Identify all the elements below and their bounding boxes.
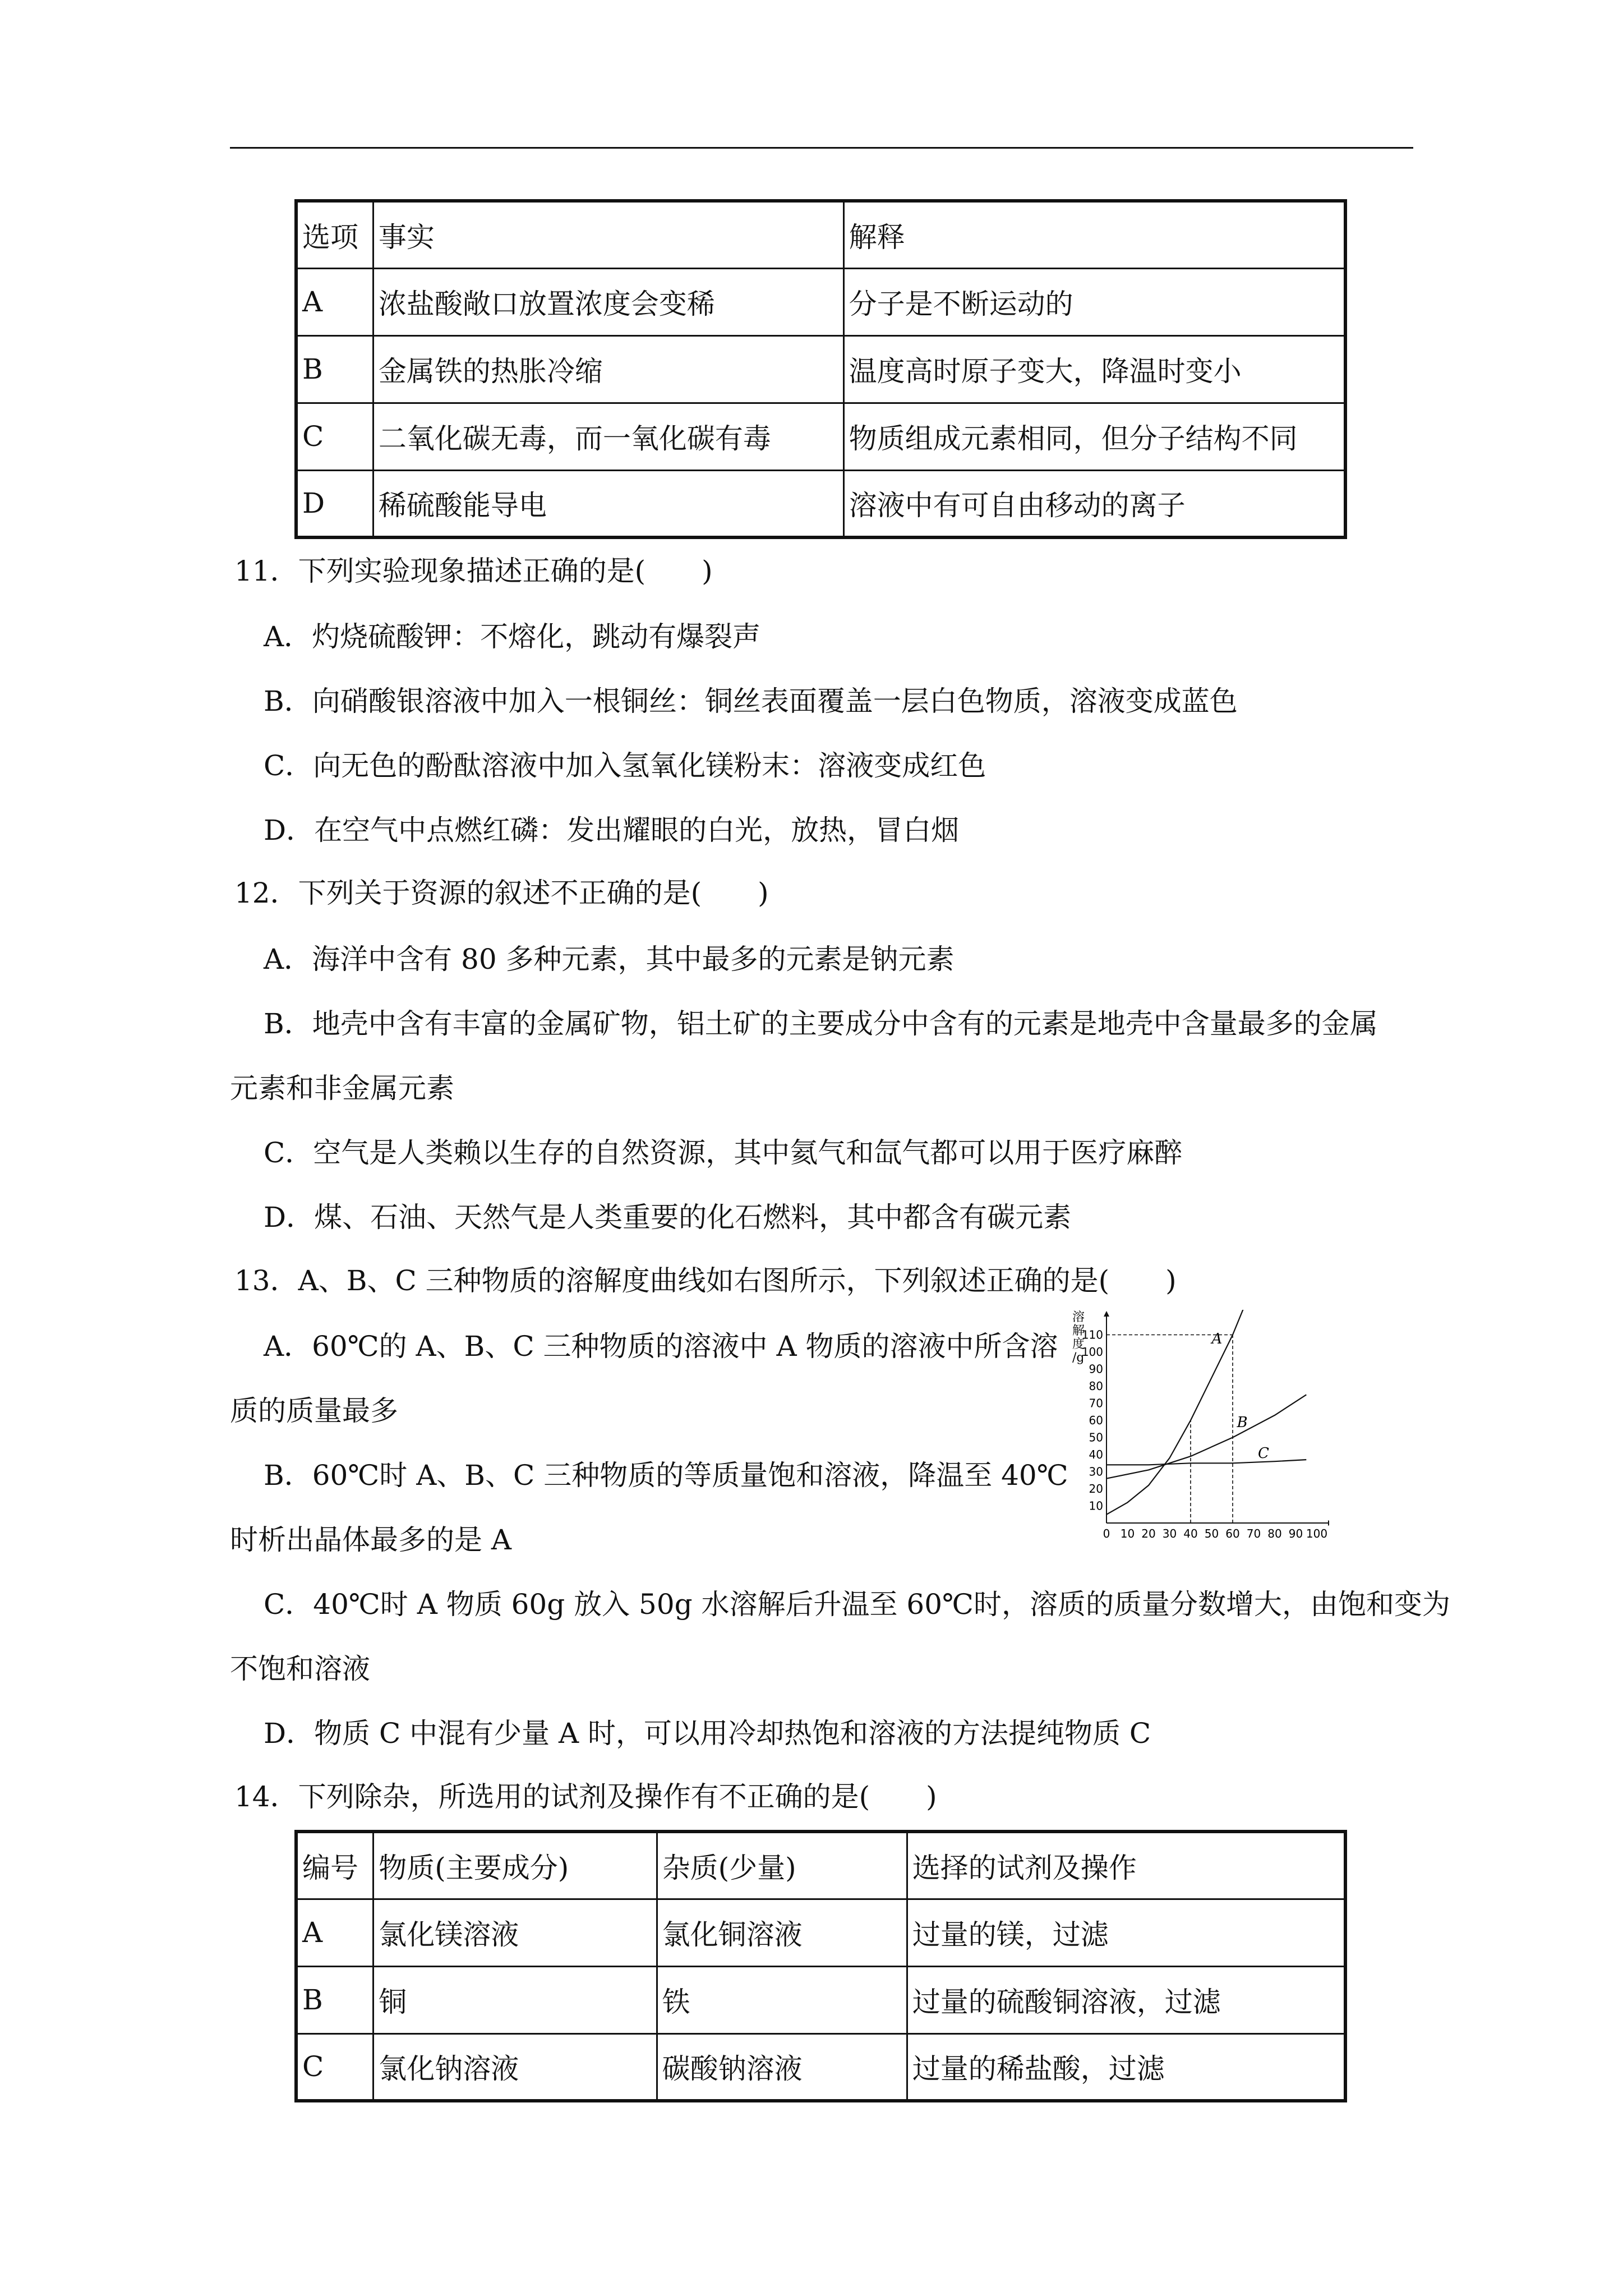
table-cell: C: [296, 403, 373, 470]
table-cell: 氯化钠溶液: [374, 2033, 657, 2101]
table-cell: 过量的稀盐酸，过滤: [907, 2033, 1345, 2101]
table-cell: B: [296, 1966, 374, 2033]
y-axis-label: /g: [1072, 1351, 1085, 1365]
table-cell: 过量的镁，过滤: [907, 1899, 1345, 1966]
y-axis-arrow: [1104, 1311, 1109, 1317]
question-14-stem: 14．下列除杂，所选用的试剂及操作有不正确的是( ): [234, 1780, 937, 1813]
question-11-option-c: C．向无色的酚酞溶液中加入氢氧化镁粉末：溶液变成红色: [264, 749, 986, 782]
question-13-option-d: D．物质 C 中混有少量 A 时，可以用冷却热饱和溶液的方法提纯物质 C: [264, 1717, 1151, 1750]
table-cell: B: [296, 335, 373, 403]
table-header-cell: 选择的试剂及操作: [907, 1832, 1345, 1899]
series-line-b: [1106, 1395, 1306, 1478]
x-tick-label: 100: [1306, 1527, 1328, 1540]
facts-table: [294, 199, 1347, 539]
y-axis-label: 溶: [1072, 1310, 1085, 1324]
table-row: [296, 1899, 1345, 1966]
series-label: B: [1237, 1414, 1248, 1432]
table-cell: 分子是不断运动的: [843, 268, 1345, 335]
header-rule: [230, 147, 1413, 149]
table-cell: 二氧化碳无毒，而一氧化碳有毒: [373, 403, 843, 470]
x-axis-arrow: [1328, 1520, 1329, 1526]
y-tick-label: 40: [1089, 1448, 1103, 1461]
y-tick-label: 60: [1089, 1414, 1103, 1427]
impurity-table: [294, 1830, 1347, 2102]
question-13-option-c: C．40℃时 A 物质 60g 放入 50g 水溶解后升温至 60℃时，溶质的质量分数增大，由饱和变为: [264, 1588, 1450, 1621]
table-cell: 温度高时原子变大，降温时变小: [843, 335, 1345, 403]
table-cell: 铁: [657, 1966, 907, 2033]
table-row: [296, 470, 1345, 537]
y-axis-label: 度: [1072, 1337, 1085, 1351]
table-header-cell: 杂质(少量): [657, 1832, 907, 1899]
series-label: A: [1211, 1330, 1223, 1347]
y-axis-label: 解: [1072, 1324, 1085, 1338]
question-11-option-b: B．向硝酸银溶液中加入一根铜丝：铜丝表面覆盖一层白色物质，溶液变成蓝色: [264, 685, 1238, 717]
table-row: [296, 403, 1345, 470]
series-line-a: [1106, 1310, 1243, 1515]
table-cell: C: [296, 2033, 374, 2101]
question-11-option-a: A．灼烧硫酸钾：不熔化，跳动有爆裂声: [264, 620, 761, 653]
question-13-option-a: A．60℃的 A、B、C 三种物质的溶液中 A 物质的溶液中所含溶: [264, 1330, 1058, 1363]
question-12-option-b: B．地壳中含有丰富的金属矿物，铝土矿的主要成分中含有的元素是地壳中含量最多的金属: [264, 1007, 1378, 1040]
table-cell: 氯化镁溶液: [374, 1899, 657, 1966]
x-tick-label: 0: [1103, 1527, 1110, 1540]
table-header-cell: 物质(主要成分): [374, 1832, 657, 1899]
question-12-option-d: D．煤、石油、天然气是人类重要的化石燃料，其中都含有碳元素: [264, 1201, 1072, 1234]
table-cell: 溶液中有可自由移动的离子: [843, 470, 1345, 537]
x-tick-label: 40: [1183, 1527, 1198, 1540]
question-13-stem: 13．A、B、C 三种物质的溶解度曲线如右图所示，下列叙述正确的是( ): [234, 1264, 1177, 1297]
x-tick-label: 20: [1141, 1527, 1156, 1540]
x-tick-label: 30: [1162, 1527, 1177, 1540]
y-tick-label: 80: [1089, 1379, 1103, 1393]
question-12-option-a: A．海洋中含有 80 多种元素，其中最多的元素是钠元素: [264, 943, 955, 976]
table-header-row: [296, 201, 1345, 268]
question-13-option-b-cont: 时析出晶体最多的是 A: [230, 1524, 512, 1556]
x-tick-label: 50: [1204, 1527, 1219, 1540]
question-13-option-c-cont: 不饱和溶液: [230, 1653, 370, 1685]
table-cell: 铜: [374, 1966, 657, 2033]
series-line-c: [1106, 1460, 1306, 1465]
y-tick-label: 110: [1081, 1328, 1103, 1342]
y-tick-label: 10: [1089, 1499, 1103, 1513]
table-header-cell: 解释: [843, 201, 1345, 268]
table-header-cell: 选项: [296, 201, 373, 268]
table-cell: 稀硫酸能导电: [373, 470, 843, 537]
table-cell: D: [296, 470, 373, 537]
table-cell: 过量的硫酸铜溶液，过滤: [907, 1966, 1345, 2033]
x-tick-label: 80: [1267, 1527, 1282, 1540]
table-header-row: [296, 1832, 1345, 1899]
table-header-cell: 事实: [373, 201, 843, 268]
y-tick-label: 30: [1089, 1465, 1103, 1479]
y-tick-label: 100: [1081, 1345, 1103, 1359]
question-13-option-b: B．60℃时 A、B、C 三种物质的等质量饱和溶液，降温至 40℃: [264, 1459, 1068, 1492]
table-cell: A: [296, 268, 373, 335]
y-tick-label: 20: [1089, 1482, 1103, 1496]
table-cell: 金属铁的热胀冷缩: [373, 335, 843, 403]
table-cell: 碳酸钠溶液: [657, 2033, 907, 2101]
solubility-curve-chart: [1066, 1310, 1329, 1551]
table-row: [296, 1966, 1345, 2033]
table-header-cell: 编号: [296, 1832, 374, 1899]
x-tick-label: 90: [1288, 1527, 1303, 1540]
y-tick-label: 90: [1089, 1362, 1103, 1376]
x-tick-label: 60: [1225, 1527, 1240, 1540]
question-13-option-a-cont: 质的质量最多: [230, 1395, 398, 1427]
y-tick-label: 50: [1089, 1430, 1103, 1444]
question-12-option-b-cont: 元素和非金属元素: [230, 1072, 454, 1105]
series-label: C: [1258, 1445, 1269, 1462]
question-12-stem: 12．下列关于资源的叙述不正确的是( ): [234, 877, 769, 909]
x-tick-label: 10: [1120, 1527, 1135, 1540]
table-row: [296, 335, 1345, 403]
table-cell: 氯化铜溶液: [657, 1899, 907, 1966]
table-cell: A: [296, 1899, 374, 1966]
x-tick-label: 70: [1246, 1527, 1261, 1540]
table-cell: 物质组成元素相同，但分子结构不同: [843, 403, 1345, 470]
table-row: [296, 2033, 1345, 2101]
question-12-option-c: C．空气是人类赖以生存的自然资源，其中氦气和氙气都可以用于医疗麻醉: [264, 1137, 1183, 1169]
question-11-option-d: D．在空气中点燃红磷：发出耀眼的白光，放热，冒白烟: [264, 814, 960, 846]
y-tick-label: 70: [1089, 1396, 1103, 1410]
question-11-stem: 11．下列实验现象描述正确的是( ): [234, 555, 713, 587]
table-cell: 浓盐酸敞口放置浓度会变稀: [373, 268, 843, 335]
table-row: [296, 268, 1345, 335]
